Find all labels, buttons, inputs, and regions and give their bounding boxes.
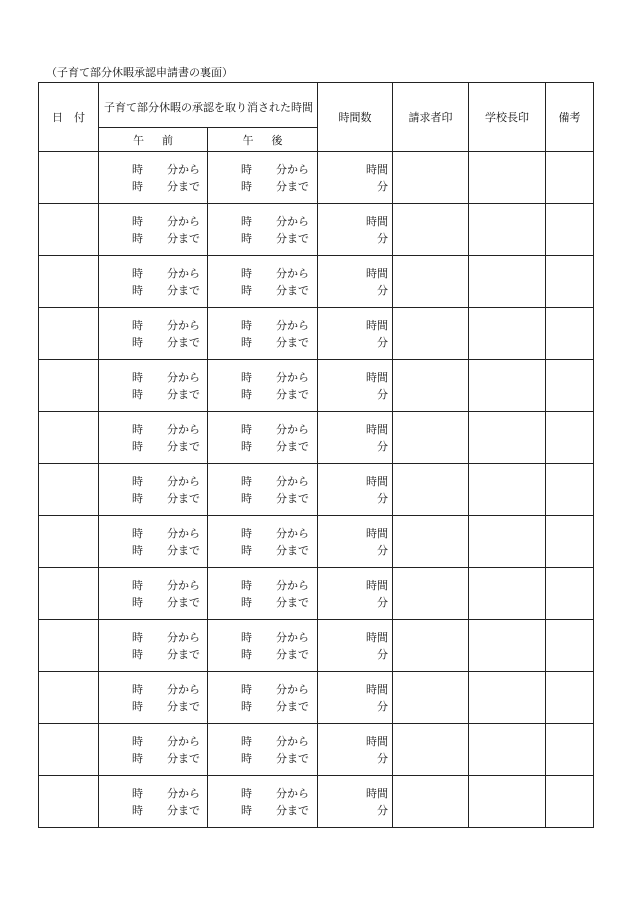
principal-seal-cell[interactable] — [469, 308, 546, 360]
remarks-cell[interactable] — [546, 516, 594, 568]
hours-cell[interactable]: 時間 分 — [318, 152, 393, 204]
am-time-cell[interactable]: 時 分から 時 分まで — [99, 776, 208, 828]
header-hours: 時間数 — [318, 83, 393, 152]
table-row — [39, 256, 594, 308]
remarks-cell[interactable] — [546, 724, 594, 776]
header-row — [39, 83, 594, 128]
pm-time-cell[interactable]: 時 分から 時 分まで — [208, 204, 318, 256]
applicant-seal-cell[interactable] — [393, 152, 469, 204]
applicant-seal-cell[interactable] — [393, 308, 469, 360]
principal-seal-cell[interactable] — [469, 672, 546, 724]
applicant-seal-cell[interactable] — [393, 360, 469, 412]
table-row — [39, 412, 594, 464]
principal-seal-cell[interactable] — [469, 412, 546, 464]
hours-cell[interactable]: 時間 分 — [318, 204, 393, 256]
am-time-cell[interactable]: 時 分から 時 分まで — [99, 516, 208, 568]
remarks-cell[interactable] — [546, 152, 594, 204]
applicant-seal-cell[interactable] — [393, 724, 469, 776]
am-time-cell[interactable]: 時 分から 時 分まで — [99, 360, 208, 412]
principal-seal-cell[interactable] — [469, 568, 546, 620]
applicant-seal-cell[interactable] — [393, 256, 469, 308]
table-row — [39, 776, 594, 828]
am-time-cell[interactable]: 時 分から 時 分まで — [99, 256, 208, 308]
remarks-cell[interactable] — [546, 568, 594, 620]
remarks-cell[interactable] — [546, 412, 594, 464]
pm-time-cell[interactable]: 時 分から 時 分まで — [208, 568, 318, 620]
applicant-seal-cell[interactable] — [393, 620, 469, 672]
principal-seal-cell[interactable] — [469, 152, 546, 204]
principal-seal-cell[interactable] — [469, 464, 546, 516]
remarks-cell[interactable] — [546, 672, 594, 724]
date-cell[interactable] — [39, 724, 99, 776]
table-row — [39, 152, 594, 204]
header-remarks: 備考 — [546, 83, 594, 152]
table-row — [39, 464, 594, 516]
hours-cell[interactable]: 時間 分 — [318, 256, 393, 308]
pm-time-cell[interactable]: 時 分から 時 分まで — [208, 152, 318, 204]
principal-seal-cell[interactable] — [469, 724, 546, 776]
hours-cell[interactable]: 時間 分 — [318, 672, 393, 724]
date-cell[interactable] — [39, 256, 99, 308]
date-cell[interactable] — [39, 464, 99, 516]
am-time-cell[interactable]: 時 分から 時 分まで — [99, 152, 208, 204]
header-cancelled-time: 子育て部分休暇の承認を取り消された時間 — [99, 83, 318, 128]
am-time-cell[interactable]: 時 分から 時 分まで — [99, 724, 208, 776]
pm-time-cell[interactable]: 時 分から 時 分まで — [208, 620, 318, 672]
principal-seal-cell[interactable] — [469, 776, 546, 828]
table-row — [39, 516, 594, 568]
table-row — [39, 204, 594, 256]
table-row — [39, 620, 594, 672]
table-row — [39, 568, 594, 620]
pm-time-cell[interactable]: 時 分から 時 分まで — [208, 464, 318, 516]
principal-seal-cell[interactable] — [469, 620, 546, 672]
header-pm: 午 後 — [208, 128, 318, 152]
applicant-seal-cell[interactable] — [393, 672, 469, 724]
am-time-cell[interactable]: 時 分から 時 分まで — [99, 568, 208, 620]
table-row — [39, 672, 594, 724]
pm-time-cell[interactable]: 時 分から 時 分まで — [208, 360, 318, 412]
partial-leave-cancellation-table — [38, 82, 594, 828]
table-row — [39, 308, 594, 360]
date-cell[interactable] — [39, 412, 99, 464]
pm-time-cell[interactable]: 時 分から 時 分まで — [208, 256, 318, 308]
table-row — [39, 360, 594, 412]
hours-cell[interactable]: 時間 分 — [318, 568, 393, 620]
header-date: 日 付 — [39, 83, 99, 152]
pm-time-cell[interactable]: 時 分から 時 分まで — [208, 724, 318, 776]
pm-time-cell[interactable]: 時 分から 時 分まで — [208, 672, 318, 724]
principal-seal-cell[interactable] — [469, 516, 546, 568]
principal-seal-cell[interactable] — [469, 256, 546, 308]
hours-cell[interactable]: 時間 分 — [318, 776, 393, 828]
applicant-seal-cell[interactable] — [393, 204, 469, 256]
remarks-cell[interactable] — [546, 776, 594, 828]
date-cell[interactable] — [39, 620, 99, 672]
date-cell[interactable] — [39, 776, 99, 828]
am-time-cell[interactable]: 時 分から 時 分まで — [99, 412, 208, 464]
header-am: 午 前 — [99, 128, 208, 152]
date-cell[interactable] — [39, 152, 99, 204]
remarks-cell[interactable] — [546, 620, 594, 672]
principal-seal-cell[interactable] — [469, 360, 546, 412]
pm-time-cell[interactable]: 時 分から 時 分まで — [208, 776, 318, 828]
hours-cell[interactable]: 時間 分 — [318, 308, 393, 360]
applicant-seal-cell[interactable] — [393, 464, 469, 516]
pm-time-cell[interactable]: 時 分から 時 分まで — [208, 308, 318, 360]
am-time-cell[interactable]: 時 分から 時 分まで — [99, 308, 208, 360]
am-time-cell[interactable]: 時 分から 時 分まで — [99, 464, 208, 516]
date-cell[interactable] — [39, 568, 99, 620]
applicant-seal-cell[interactable] — [393, 568, 469, 620]
applicant-seal-cell[interactable] — [393, 516, 469, 568]
hours-cell[interactable]: 時間 分 — [318, 412, 393, 464]
pm-time-cell[interactable]: 時 分から 時 分まで — [208, 516, 318, 568]
header-principal-seal: 学校長印 — [469, 83, 546, 152]
am-time-cell[interactable]: 時 分から 時 分まで — [99, 672, 208, 724]
hours-cell[interactable]: 時間 分 — [318, 516, 393, 568]
table-row — [39, 724, 594, 776]
date-cell[interactable] — [39, 204, 99, 256]
remarks-cell[interactable] — [546, 204, 594, 256]
principal-seal-cell[interactable] — [469, 204, 546, 256]
date-cell[interactable] — [39, 308, 99, 360]
remarks-cell[interactable] — [546, 308, 594, 360]
applicant-seal-cell[interactable] — [393, 776, 469, 828]
date-cell[interactable] — [39, 672, 99, 724]
am-time-cell[interactable]: 時 分から 時 分まで — [99, 204, 208, 256]
am-time-cell[interactable]: 時 分から 時 分まで — [99, 620, 208, 672]
header-applicant-seal: 請求者印 — [393, 83, 469, 152]
remarks-cell[interactable] — [546, 464, 594, 516]
pm-time-cell[interactable]: 時 分から 時 分まで — [208, 412, 318, 464]
date-cell[interactable] — [39, 360, 99, 412]
remarks-cell[interactable] — [546, 360, 594, 412]
date-cell[interactable] — [39, 516, 99, 568]
applicant-seal-cell[interactable] — [393, 412, 469, 464]
hours-cell[interactable]: 時間 分 — [318, 724, 393, 776]
hours-cell[interactable]: 時間 分 — [318, 620, 393, 672]
hours-cell[interactable]: 時間 分 — [318, 464, 393, 516]
hours-cell[interactable]: 時間 分 — [318, 360, 393, 412]
remarks-cell[interactable] — [546, 256, 594, 308]
form-caption: （子育て部分休暇承認申請書の裏面） — [46, 66, 233, 79]
